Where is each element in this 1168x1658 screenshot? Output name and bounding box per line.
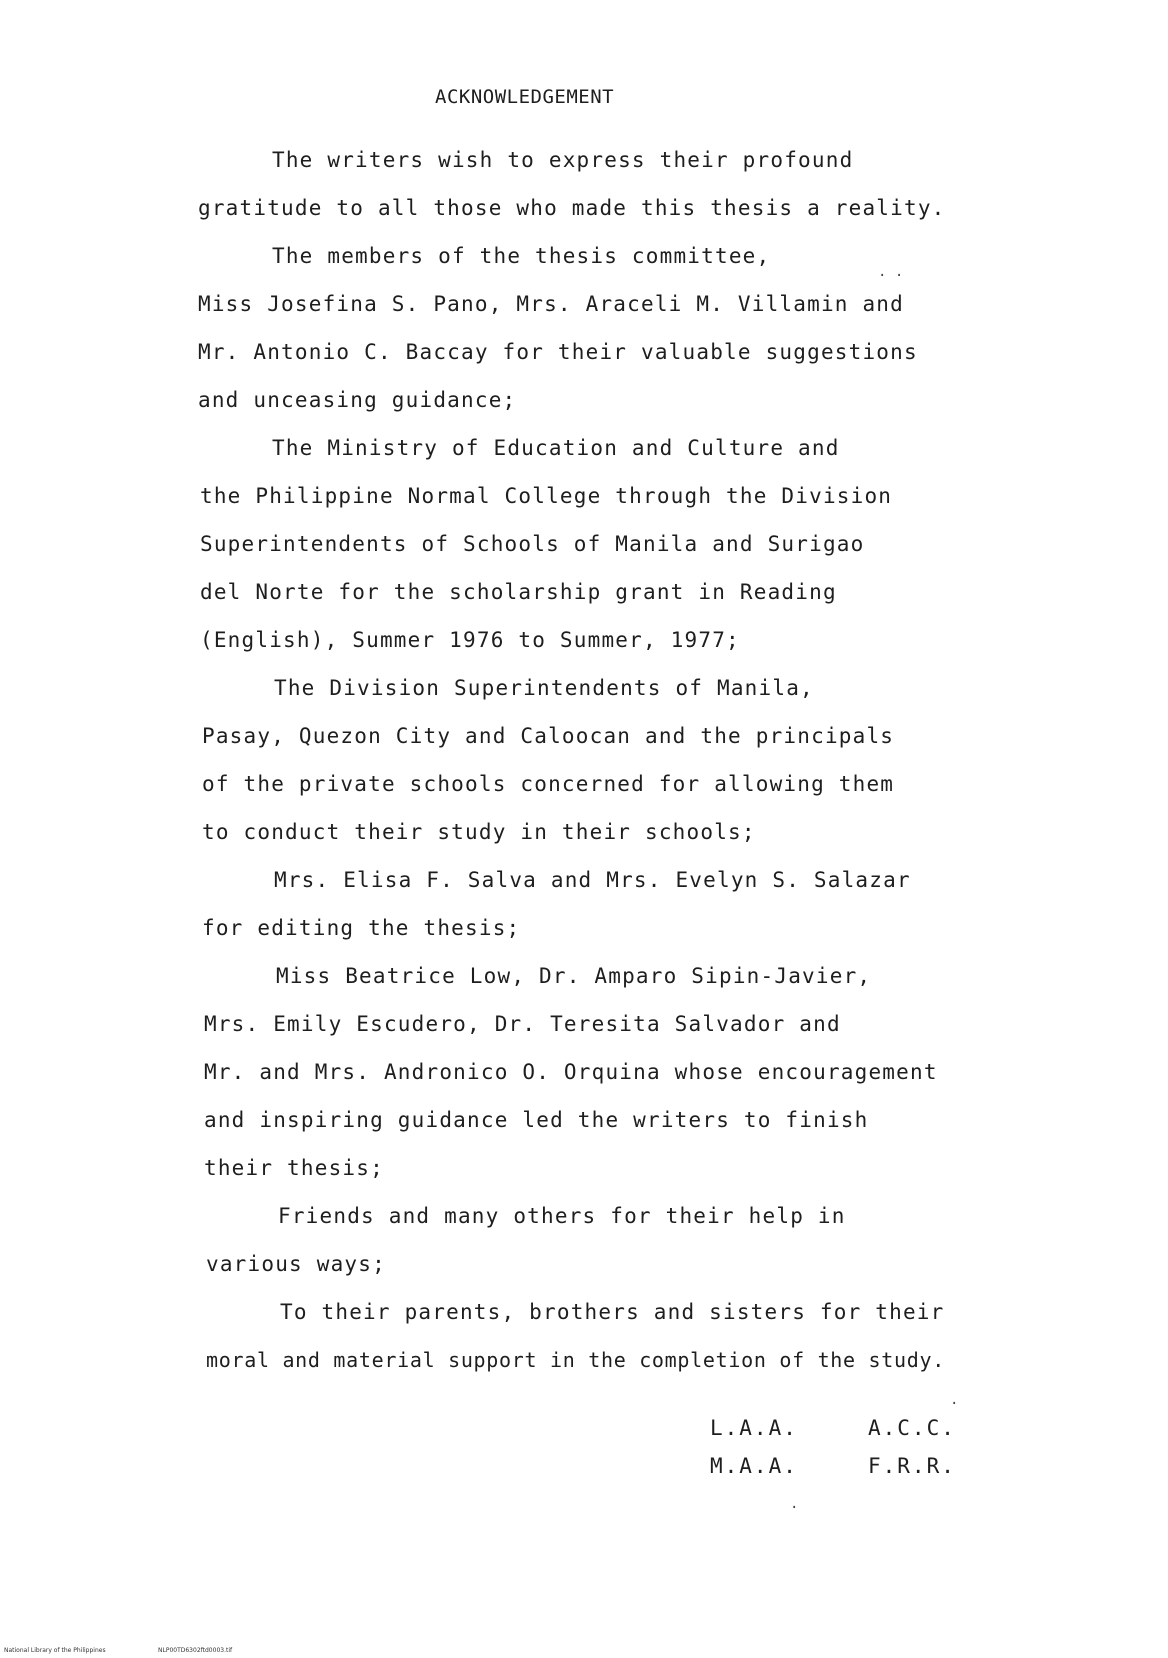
initials-left-1: L.A.A. — [710, 1416, 798, 1440]
scan-speck: · — [790, 1500, 799, 1516]
text-line: The members of the thesis committee, — [272, 244, 771, 268]
initials-right-1: A.C.C. — [868, 1416, 956, 1440]
footer-file-id: NLP00TD6302ftd0003.tif — [158, 1647, 233, 1654]
text-line: Superintendents of Schools of Manila and Surigao — [200, 532, 865, 556]
text-line: Miss Josefina S. Pano, Mrs. Araceli M. Villamin and — [198, 292, 904, 316]
text-line: The writers wish to express their profound — [272, 148, 854, 172]
text-line: Miss Beatrice Low, Dr. Amparo Sipin-Javier, — [276, 964, 872, 988]
initials-left-2: M.A.A. — [710, 1454, 798, 1478]
text-line: (English), Summer 1976 to Summer, 1977; — [200, 628, 740, 652]
text-line: del Norte for the scholarship grant in Reading — [200, 580, 837, 604]
text-line: Mr. Antonio C. Baccay for their valuable suggestions — [198, 340, 918, 364]
text-line: the Philippine Normal College through the Division — [200, 484, 893, 508]
text-line: Mrs. Emily Escudero, Dr. Teresita Salvador and — [204, 1012, 841, 1036]
text-line: The Division Superintendents of Manila, — [274, 676, 814, 700]
text-line: Mr. and Mrs. Andronico O. Orquina whose encouragement — [204, 1060, 938, 1084]
text-line: of the private schools concerned for allowing them — [202, 772, 895, 796]
text-line: gratitude to all those who made this thesis a reality. — [198, 196, 946, 220]
text-line: moral and material support in the completion of the study. — [206, 1348, 945, 1372]
text-line: The Ministry of Education and Culture and — [272, 436, 840, 460]
scan-speck: · · — [878, 268, 904, 284]
text-line: Pasay, Quezon City and Caloocan and the principals — [202, 724, 895, 748]
page-title: ACKNOWLEDGEMENT — [435, 86, 615, 108]
initials-right-2: F.R.R. — [868, 1454, 956, 1478]
text-line: Friends and many others for their help in — [278, 1204, 846, 1228]
footer-library: National Library of the Philippines — [4, 1647, 106, 1654]
text-line: To their parents, brothers and sisters for their — [280, 1300, 945, 1324]
text-line: to conduct their study in their schools; — [202, 820, 756, 844]
text-line: their thesis; — [204, 1156, 384, 1180]
text-line: and unceasing guidance; — [198, 388, 517, 412]
text-line: various ways; — [206, 1252, 386, 1276]
text-line: for editing the thesis; — [202, 916, 521, 940]
text-line: and inspiring guidance led the writers to finish — [204, 1108, 869, 1132]
text-line: Mrs. Elisa F. Salva and Mrs. Evelyn S. Salazar — [274, 868, 911, 892]
scan-speck: · — [950, 1396, 959, 1412]
